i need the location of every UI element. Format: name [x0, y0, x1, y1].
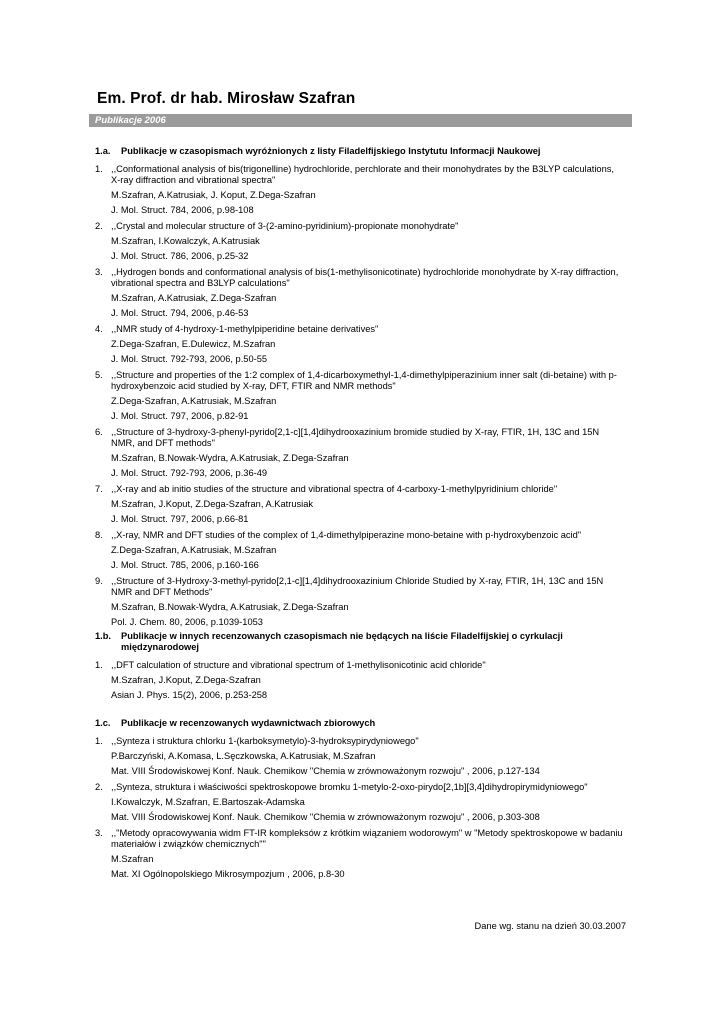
- publication-source: J. Mol. Struct. 786, 2006, p.25-32: [111, 251, 249, 261]
- item-number: 1.: [95, 660, 103, 670]
- publication-authors: M.Szafran, A.Katrusiak, J. Koput, Z.Dega-Szafran: [111, 190, 316, 200]
- publication-authors: M.Szafran, J.Koput, Z.Dega-Szafran, A.Katrusiak: [111, 499, 314, 509]
- publication-title: ,,Synteza i struktura chlorku 1-(karboksymetylo)-3-hydroksypirydyniowego": [111, 736, 419, 746]
- section-heading: [95, 718, 625, 729]
- page-title: Em. Prof. dr hab. Mirosław Szafran: [97, 90, 356, 107]
- section-number: 1.a.: [95, 146, 111, 156]
- publication-source: Mat. VIII Środowiskowej Konf. Nauk. Chemikow "Chemia w zrównoważonym rozwoju" , 2006, p.127-134: [111, 766, 540, 776]
- publication-item: [95, 370, 625, 422]
- publication-item: [95, 267, 625, 319]
- item-number: 1.: [95, 164, 103, 174]
- publication-authors: Z.Dega-Szafran, A.Katrusiak, M.Szafran: [111, 396, 277, 406]
- publication-title: ,,Structure and properties of the 1:2 complex of 1,4-dicarboxymethyl-1,4-dimethylpiperazinium inner salt (di-betaine) with p-hydroxybenzoic acid studied by X-ray, DFT, FTIR and NMR methods": [111, 370, 617, 391]
- section-heading: [95, 631, 625, 653]
- year-banner: [89, 114, 632, 127]
- publication-item: [95, 221, 625, 262]
- publication-title: ,,DFT calculation of structure and vibrational spectrum of 1-methylisonicotinic acid chloride": [111, 660, 486, 670]
- publication-authors: I.Kowalczyk, M.Szafran, E.Bartoszak-Adamska: [111, 797, 305, 807]
- publication-item: [95, 324, 625, 365]
- publication-item: [95, 828, 625, 880]
- item-number: 5.: [95, 370, 103, 380]
- publication-item: [95, 427, 625, 479]
- publication-item: [95, 782, 625, 823]
- publication-authors: M.Szafran, B.Nowak-Wydra, A.Katrusiak, Z.Dega-Szafran: [111, 602, 349, 612]
- publication-authors: M.Szafran, B.Nowak-Wydra, A.Katrusiak, Z.Dega-Szafran: [111, 453, 349, 463]
- item-number: 1.: [95, 736, 103, 746]
- item-number: 4.: [95, 324, 103, 334]
- publication-source: Asian J. Phys. 15(2), 2006, p.253-258: [111, 690, 268, 700]
- publication-title: ,,X-ray, NMR and DFT studies of the complex of 1,4-dimethylpiperazine mono-betaine with p-hydroxybenzoic acid": [111, 530, 582, 540]
- publication-title: ,,NMR study of 4-hydroxy-1-methylpiperidine betaine derivatives": [111, 324, 379, 334]
- publication-authors: M.Szafran: [111, 854, 154, 864]
- section-title: Publikacje w innych recenzowanych czasopismach nie będących na liście Filadelfijskiej o cyrkulacji międzynarodowej: [121, 631, 563, 652]
- publication-source: J. Mol. Struct. 785, 2006, p.160-166: [111, 560, 259, 570]
- publication-title: ,,Structure of 3-Hydroxy-3-methyl-pyrido[2,1-c][1,4]dihydrooxazinium Chloride Studied by X-ray, FTIR, 1H, 13C and 15N NMR and DFT Methods": [111, 576, 604, 597]
- publication-item: [95, 576, 625, 628]
- item-number: 9.: [95, 576, 103, 586]
- publication-source: J. Mol. Struct. 797, 2006, p.82-91: [111, 411, 249, 421]
- publication-title: ,,Conformational analysis of bis(trigonelline) hydrochloride, perchlorate and their monohydrates by the B3LYP calculations, X-ray diffraction and vibrational spectra": [111, 164, 614, 185]
- publication-source: Mat. XI Ogólnopolskiego Mikrosympozjum , 2006, p.8-30: [111, 869, 345, 879]
- publication-authors: M.Szafran, I.Kowalczyk, A.Katrusiak: [111, 236, 260, 246]
- publication-authors: P.Barczyński, A.Komasa, L.Sęczkowska, A.Katrusiak, M.Szafran: [111, 751, 376, 761]
- section-number: 1.c.: [95, 718, 111, 728]
- publication-item: [95, 660, 625, 701]
- publication-authors: Z.Dega-Szafran, E.Dulewicz, M.Szafran: [111, 339, 276, 349]
- item-number: 3.: [95, 828, 103, 838]
- publication-source: Pol. J. Chem. 80, 2006, p.1039-1053: [111, 617, 263, 627]
- publication-title: ,,Structure of 3-hydroxy-3-phenyl-pyrido[2,1-c][1,4]dihydrooxazinium bromide studied by X-ray, FTIR, 1H, 13C and 15N NMR, and DFT methods": [111, 427, 600, 448]
- banner-label: Publikacje 2006: [95, 115, 166, 126]
- publication-item: [95, 736, 625, 777]
- item-number: 2.: [95, 221, 103, 231]
- publication-authors: M.Szafran, J.Koput, Z.Dega-Szafran: [111, 675, 261, 685]
- section-1b: [95, 631, 625, 701]
- publication-source: Mat. VIII Środowiskowej Konf. Nauk. Chemikow "Chemia w zrównoważonym rozwoju" , 2006, p.303-308: [111, 812, 540, 822]
- section-title: Publikacje w czasopismach wyróżnionych z listy Filadelfijskiego Instytutu Informacji Naukowej: [121, 146, 541, 156]
- publication-item: [95, 164, 625, 216]
- publication-item: [95, 484, 625, 525]
- footer-note: Dane wg. stanu na dzień 30.03.2007: [474, 921, 626, 931]
- item-number: 7.: [95, 484, 103, 494]
- publication-title: ,,X-ray and ab initio studies of the structure and vibrational spectra of 4-carboxy-1-methylpyridinium chloride": [111, 484, 558, 494]
- publication-title: ,,"Metody opracowywania widm FT-IR kompleksów z krótkim wiązaniem wodorowym" w "Metody spektroskopowe w badaniu materiałów i związków chemicznych"": [111, 828, 623, 849]
- section-1a: [95, 146, 625, 628]
- publication-source: J. Mol. Struct. 792-793, 2006, p.36-49: [111, 468, 268, 478]
- section-number: 1.b.: [95, 631, 112, 641]
- section-title: Publikacje w recenzowanych wydawnictwach zbiorowych: [121, 718, 376, 728]
- publication-title: ,,Hydrogen bonds and conformational analysis of bis(1-methylisonicotinate) hydrochloride monohydrate by X-ray diffraction, vibrational spectra and B3LYP calculations": [111, 267, 619, 288]
- publication-authors: Z.Dega-Szafran, A.Katrusiak, M.Szafran: [111, 545, 277, 555]
- publication-title: ,,Synteza, struktura i właściwości spektroskopowe bromku 1-metylo-2-oxo-pirydo[2,1b][3,4]dihydropirymidyniowego": [111, 782, 588, 792]
- section-heading: [95, 146, 625, 157]
- section-1c: [95, 718, 625, 880]
- publication-authors: M.Szafran, A.Katrusiak, Z.Dega-Szafran: [111, 293, 277, 303]
- item-number: 6.: [95, 427, 103, 437]
- item-number: 8.: [95, 530, 103, 540]
- item-number: 2.: [95, 782, 103, 792]
- publication-source: J. Mol. Struct. 794, 2006, p.46-53: [111, 308, 249, 318]
- publication-title: ,,Crystal and molecular structure of 3-(2-amino-pyridinium)-propionate monohydrate": [111, 221, 459, 231]
- publication-item: [95, 530, 625, 571]
- item-number: 3.: [95, 267, 103, 277]
- publication-source: J. Mol. Struct. 784, 2006, p.98-108: [111, 205, 254, 215]
- publication-source: J. Mol. Struct. 792-793, 2006, p.50-55: [111, 354, 268, 364]
- publication-source: J. Mol. Struct. 797, 2006, p.66-81: [111, 514, 249, 524]
